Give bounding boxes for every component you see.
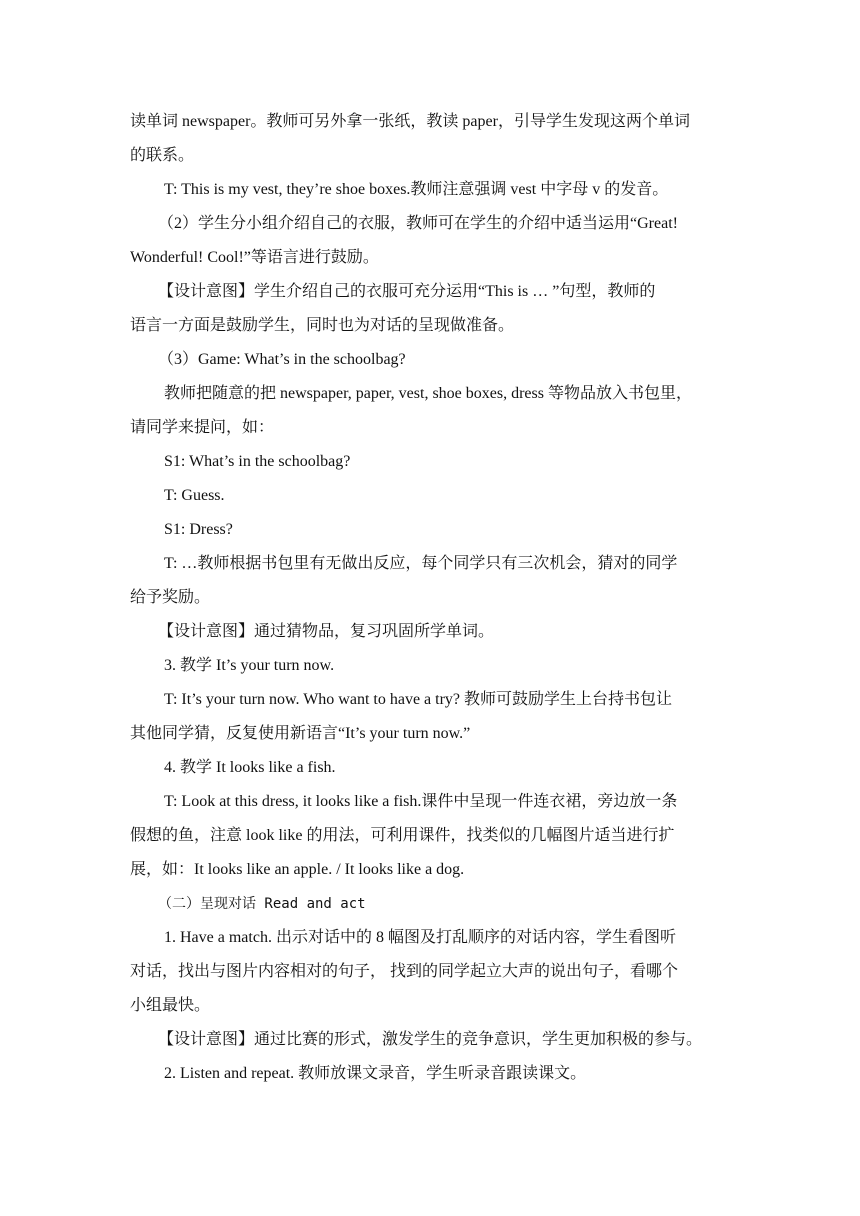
design-intent-line: 语言一方面是鼓励学生，同时也为对话的呈现做准备。 (130, 317, 515, 334)
design-intent-line: 【设计意图】通过猜物品，复习巩固所学单词。 (158, 623, 495, 640)
paragraph-line: 的联系。 (130, 147, 195, 164)
paragraph-line: Wonderful! Cool!”等语言进行鼓励。 (130, 249, 379, 266)
dialogue-line: S1: What’s in the schoolbag? (164, 453, 351, 470)
paragraph-line: 2. Listen and repeat. 教师放课文录音，学生听录音跟读课文。 (164, 1065, 587, 1082)
design-intent-line: 【设计意图】学生介绍自己的衣服可充分运用“This is … ”句型，教师的 (158, 283, 656, 300)
paragraph-line: T: This is my vest, they’re shoe boxes.教师注意强调 vest 中字母 v 的发音。 (164, 181, 669, 198)
dialogue-line: T: Guess. (164, 487, 225, 504)
section-heading: （3）Game: What’s in the schoolbag? (158, 351, 406, 368)
section-heading: 4. 教学 It looks like a fish. (164, 759, 336, 776)
dialogue-line: T: …教师根据书包里有无做出反应，每个同学只有三次机会，猜对的同学 (164, 555, 678, 572)
paragraph-line: （2）学生分小组介绍自己的衣服，教师可在学生的介绍中适当运用“Great! (158, 215, 678, 232)
paragraph-line: 1. Have a match. 出示对话中的 8 幅图及打乱顺序的对话内容，学生看图听 (164, 929, 676, 946)
paragraph-line: 其他同学猜，反复使用新语言“It’s your turn now.” (130, 725, 471, 742)
paragraph-line: 小组最快。 (130, 997, 211, 1014)
paragraph-line: T: Look at this dress, it looks like a fish.课件中呈现一件连衣裙，旁边放一条 (164, 793, 678, 810)
paragraph-line: 假想的鱼，注意 look like 的用法，可利用课件，找类似的几幅图片适当进行扩 (130, 827, 675, 844)
paragraph-line: 请同学来提问，如： (130, 419, 275, 436)
paragraph-line: 给予奖励。 (130, 589, 211, 606)
section-heading: （二）呈现对话 Read and act (158, 896, 366, 912)
dialogue-line: S1: Dress? (164, 521, 233, 538)
paragraph-line: 教师把随意的把 newspaper, paper, vest, shoe boxes, dress 等物品放入书包里， (164, 385, 692, 402)
paragraph-line: 对话，找出与图片内容相对的句子， 找到的同学起立大声的说出句子，看哪个 (130, 963, 679, 980)
design-intent-line: 【设计意图】通过比赛的形式，激发学生的竞争意识，学生更加积极的参与。 (158, 1031, 703, 1048)
paragraph-line: 读单词 newspaper。教师可另外拿一张纸，教读 paper，引导学生发现这两个单词 (130, 113, 690, 130)
paragraph-line: T: It’s your turn now. Who want to have a try? 教师可鼓励学生上台持书包让 (164, 691, 673, 708)
paragraph-line: 展，如：It looks like an apple. / It looks like a dog. (130, 861, 465, 878)
section-heading: 3. 教学 It’s your turn now. (164, 657, 335, 674)
